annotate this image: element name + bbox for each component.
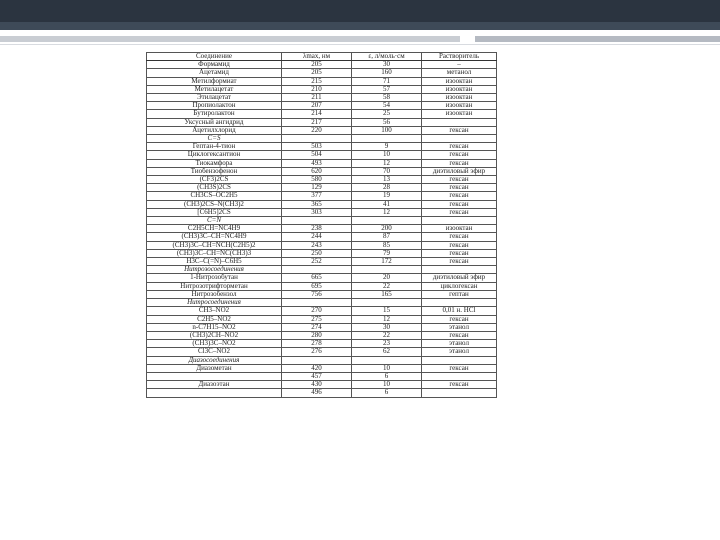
table-row (147, 200, 497, 208)
header-lambda-max: λmax, нм (282, 53, 352, 61)
cell-compound: (CH3)2CS–N(CH3)2 (147, 200, 282, 208)
cell-compound: (CH3S)2CS (147, 184, 282, 192)
cell-epsilon (352, 266, 422, 274)
cell-epsilon (352, 356, 422, 364)
cell-epsilon: 22 (352, 331, 422, 339)
cell-epsilon: 22 (352, 282, 422, 290)
cell-compound: CH3–NO2 (147, 307, 282, 315)
table-row (147, 143, 497, 151)
cell-compound: Тиобензофенон (147, 167, 282, 175)
cell-solvent: 0,01 н. HCl (422, 307, 497, 315)
cell-epsilon: 28 (352, 184, 422, 192)
cell-solvent (422, 356, 497, 364)
cell-epsilon: 54 (352, 102, 422, 110)
cell-solvent: гексан (422, 176, 497, 184)
cell-solvent: изооктан (422, 102, 497, 110)
cell-lambda-max (282, 299, 352, 307)
cell-epsilon: 58 (352, 94, 422, 102)
cell-lambda-max: 756 (282, 290, 352, 298)
cell-epsilon: 6 (352, 372, 422, 380)
cell-solvent: гексан (422, 315, 497, 323)
cell-solvent: этанол (422, 348, 497, 356)
cell-lambda-max: 274 (282, 323, 352, 331)
table-row (147, 274, 497, 282)
cell-epsilon (352, 135, 422, 143)
table-row (147, 258, 497, 266)
cell-solvent: изооктан (422, 85, 497, 93)
table-row (147, 331, 497, 339)
cell-solvent: диэтиловый эфир (422, 274, 497, 282)
cell-compound: Нитрозобензол (147, 290, 282, 298)
cell-solvent (422, 389, 497, 397)
cell-lambda-max: 207 (282, 102, 352, 110)
cell-compound: Уксусный ангидрид (147, 118, 282, 126)
table-row (147, 340, 497, 348)
cell-solvent: гексан (422, 331, 497, 339)
cell-lambda-max: 215 (282, 77, 352, 85)
table-row (147, 364, 497, 372)
table-row (147, 151, 497, 159)
cell-compound: CH3CS–OC2H5 (147, 192, 282, 200)
table-row (147, 356, 497, 364)
table-row (147, 282, 497, 290)
cell-lambda-max: 303 (282, 208, 352, 216)
cell-compound: Пропиолактон (147, 102, 282, 110)
cell-lambda-max (282, 266, 352, 274)
cell-compound (147, 372, 282, 380)
cell-lambda-max: 496 (282, 389, 352, 397)
table-row (147, 389, 497, 397)
cell-compound: Формамид (147, 61, 282, 69)
cell-solvent: гептан (422, 290, 497, 298)
slide-top-bar-accent (0, 22, 720, 30)
table-row (147, 135, 497, 143)
cell-epsilon: 12 (352, 159, 422, 167)
table-row (147, 192, 497, 200)
table-row (147, 217, 497, 225)
table-row (147, 241, 497, 249)
cell-lambda-max: 238 (282, 225, 352, 233)
cell-lambda-max: 217 (282, 118, 352, 126)
cell-epsilon: 62 (352, 348, 422, 356)
cell-lambda-max: 457 (282, 372, 352, 380)
cell-epsilon: 30 (352, 61, 422, 69)
table-row (147, 315, 497, 323)
cell-lambda-max: 270 (282, 307, 352, 315)
cell-compound: Нитрозотрифторметан (147, 282, 282, 290)
cell-lambda-max: 503 (282, 143, 352, 151)
cell-epsilon: 13 (352, 176, 422, 184)
table-row (147, 208, 497, 216)
cell-compound: (CH3)2CH–NO2 (147, 331, 282, 339)
cell-solvent: гексан (422, 192, 497, 200)
header-compound: Соединение (147, 53, 282, 61)
cell-epsilon: 85 (352, 241, 422, 249)
cell-solvent: гексан (422, 126, 497, 134)
cell-lambda-max: 580 (282, 176, 352, 184)
cell-solvent: гексан (422, 184, 497, 192)
table-row (147, 348, 497, 356)
cell-compound: Тиокамфора (147, 159, 282, 167)
cell-compound: (CH3)3C–CH=NCH(C2H5)2 (147, 241, 282, 249)
cell-lambda-max: 430 (282, 381, 352, 389)
cell-lambda-max: 205 (282, 69, 352, 77)
table-row (147, 102, 497, 110)
table-row (147, 233, 497, 241)
cell-epsilon: 15 (352, 307, 422, 315)
cell-lambda-max: 278 (282, 340, 352, 348)
table-row (147, 176, 497, 184)
cell-epsilon: 20 (352, 274, 422, 282)
cell-lambda-max: 252 (282, 258, 352, 266)
cell-solvent: гексан (422, 258, 497, 266)
cell-compound: Ацетилхлорид (147, 126, 282, 134)
table-row (147, 266, 497, 274)
cell-solvent (422, 118, 497, 126)
table-row (147, 290, 497, 298)
cell-lambda-max: 665 (282, 274, 352, 282)
cell-solvent: – (422, 61, 497, 69)
cell-solvent: изооктан (422, 77, 497, 85)
cell-solvent (422, 372, 497, 380)
cell-lambda-max: 220 (282, 126, 352, 134)
cell-lambda-max: 504 (282, 151, 352, 159)
cell-compound: Циклогексантион (147, 151, 282, 159)
cell-lambda-max: 420 (282, 364, 352, 372)
cell-lambda-max: 205 (282, 61, 352, 69)
table-row (147, 159, 497, 167)
cell-solvent (422, 299, 497, 307)
cell-lambda-max: 211 (282, 94, 352, 102)
cell-epsilon: 25 (352, 110, 422, 118)
cell-lambda-max: 210 (282, 85, 352, 93)
cell-epsilon: 19 (352, 192, 422, 200)
cell-epsilon: 79 (352, 249, 422, 257)
cell-compound: Диазометан (147, 364, 282, 372)
cell-lambda-max: 620 (282, 167, 352, 175)
cell-compound: Диазоэтан (147, 381, 282, 389)
cell-epsilon: 9 (352, 143, 422, 151)
cell-epsilon: 10 (352, 364, 422, 372)
cell-compound: C=S (147, 135, 282, 143)
cell-solvent: гексан (422, 233, 497, 241)
cell-lambda-max: 129 (282, 184, 352, 192)
table-row (147, 184, 497, 192)
cell-solvent: циклогексан (422, 282, 497, 290)
cell-compound: (CH3)3C–CH=NC(CH3)3 (147, 249, 282, 257)
cell-epsilon: 56 (352, 118, 422, 126)
cell-compound: C=N (147, 217, 282, 225)
cell-solvent (422, 266, 497, 274)
cell-solvent: метанол (422, 69, 497, 77)
cell-lambda-max: 275 (282, 315, 352, 323)
cell-epsilon: 70 (352, 167, 422, 175)
table-row (147, 85, 497, 93)
cell-solvent: гексан (422, 200, 497, 208)
cell-compound: (CF3)2CS (147, 176, 282, 184)
table-row (147, 299, 497, 307)
cell-epsilon (352, 217, 422, 225)
cell-compound: (CH3)3C–NO2 (147, 340, 282, 348)
cell-solvent: гексан (422, 381, 497, 389)
cell-lambda-max: 243 (282, 241, 352, 249)
table-row (147, 307, 497, 315)
cell-compound: H3C–C(=N)–C6H5 (147, 258, 282, 266)
header-solvent: Растворитель (422, 53, 497, 61)
table-body (147, 61, 497, 397)
cell-compound: Метилацетат (147, 85, 282, 93)
cell-epsilon: 200 (352, 225, 422, 233)
cell-solvent: этанол (422, 323, 497, 331)
cell-compound: Метилформиат (147, 77, 282, 85)
cell-compound: Cl3C–NO2 (147, 348, 282, 356)
cell-compound: Этилацетат (147, 94, 282, 102)
table-header-row (147, 53, 497, 61)
cell-compound: C2H5–NO2 (147, 315, 282, 323)
cell-compound: Диазосоединения (147, 356, 282, 364)
cell-solvent: гексан (422, 208, 497, 216)
cell-solvent: изооктан (422, 225, 497, 233)
cell-compound (147, 389, 282, 397)
cell-epsilon: 165 (352, 290, 422, 298)
table-row (147, 167, 497, 175)
cell-lambda-max: 276 (282, 348, 352, 356)
cell-solvent (422, 217, 497, 225)
cell-lambda-max: 493 (282, 159, 352, 167)
cell-compound: Нитрозосоединения (147, 266, 282, 274)
cell-epsilon: 41 (352, 200, 422, 208)
cell-epsilon: 10 (352, 381, 422, 389)
cell-epsilon: 172 (352, 258, 422, 266)
compounds-table (146, 52, 497, 398)
cell-compound: Ацетамид (147, 69, 282, 77)
cell-solvent: диэтиловый эфир (422, 167, 497, 175)
cell-solvent: этанол (422, 340, 497, 348)
cell-compound: Бутиролактон (147, 110, 282, 118)
table-row (147, 69, 497, 77)
cell-solvent: гексан (422, 143, 497, 151)
cell-epsilon: 160 (352, 69, 422, 77)
table-row (147, 118, 497, 126)
cell-lambda-max: 214 (282, 110, 352, 118)
cell-epsilon (352, 299, 422, 307)
cell-epsilon: 10 (352, 151, 422, 159)
table-row (147, 249, 497, 257)
cell-epsilon: 71 (352, 77, 422, 85)
cell-solvent: изооктан (422, 110, 497, 118)
table-row (147, 94, 497, 102)
cell-epsilon: 12 (352, 208, 422, 216)
cell-solvent: гексан (422, 151, 497, 159)
cell-solvent: гексан (422, 241, 497, 249)
cell-lambda-max: 250 (282, 249, 352, 257)
cell-epsilon: 100 (352, 126, 422, 134)
header-epsilon: ε, л/моль·см (352, 53, 422, 61)
cell-epsilon: 23 (352, 340, 422, 348)
table-row (147, 381, 497, 389)
table-row (147, 126, 497, 134)
table-row (147, 77, 497, 85)
cell-solvent: гексан (422, 159, 497, 167)
cell-lambda-max: 695 (282, 282, 352, 290)
slide-decoration (0, 36, 720, 50)
cell-epsilon: 87 (352, 233, 422, 241)
cell-compound: Гептан-4-тион (147, 143, 282, 151)
cell-solvent: изооктан (422, 94, 497, 102)
cell-lambda-max (282, 217, 352, 225)
cell-lambda-max: 244 (282, 233, 352, 241)
cell-lambda-max (282, 356, 352, 364)
table-row (147, 225, 497, 233)
cell-compound: Нитросоединения (147, 299, 282, 307)
cell-epsilon: 30 (352, 323, 422, 331)
table-row (147, 372, 497, 380)
cell-compound: 1-Нитрозобутан (147, 274, 282, 282)
table-row (147, 61, 497, 69)
cell-compound: n-C7H15–NO2 (147, 323, 282, 331)
cell-compound: [C6H5]2CS (147, 208, 282, 216)
cell-solvent (422, 135, 497, 143)
cell-lambda-max: 377 (282, 192, 352, 200)
cell-epsilon: 57 (352, 85, 422, 93)
cell-solvent: гексан (422, 249, 497, 257)
cell-compound: (CH3)3C–CH=NC4H9 (147, 233, 282, 241)
cell-solvent: гексан (422, 364, 497, 372)
cell-lambda-max: 365 (282, 200, 352, 208)
cell-lambda-max (282, 135, 352, 143)
cell-lambda-max: 280 (282, 331, 352, 339)
table-row (147, 110, 497, 118)
cell-epsilon: 12 (352, 315, 422, 323)
table-row (147, 323, 497, 331)
cell-epsilon: 6 (352, 389, 422, 397)
cell-compound: C2H5CH=NC4H9 (147, 225, 282, 233)
